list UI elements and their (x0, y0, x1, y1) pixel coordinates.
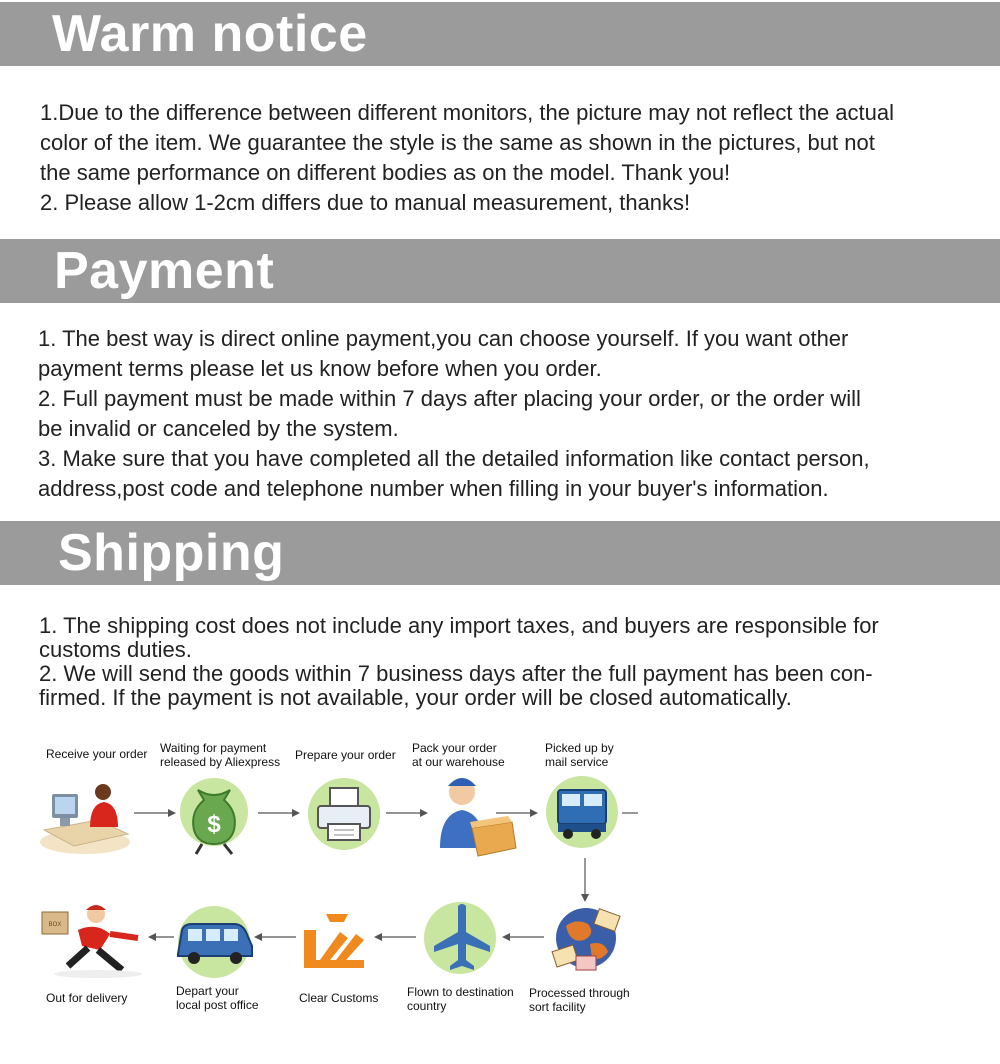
payment-text (38, 324, 988, 504)
warm-line-1: 1.Due to the difference between different monitors, the picture may not reflect the actual (40, 100, 895, 125)
arrow-left-icon (374, 932, 416, 942)
step-waiting-label: Waiting for payment released by Aliexpress (160, 741, 281, 769)
dash-line-icon (622, 808, 638, 818)
payment-line-6: address,post code and telephone number when filling in your buyer's information. (38, 476, 829, 501)
money-bag-icon (178, 770, 250, 855)
payment-line-4: be invalid or canceled by the system. (38, 416, 399, 441)
shipping-title: Shipping (58, 524, 285, 582)
customs-icon (296, 904, 376, 984)
delivery-runner-icon (38, 900, 148, 980)
airplane-icon (420, 898, 500, 978)
step-prepare-label: Prepare your order (295, 748, 396, 762)
computer-user-icon (38, 772, 133, 857)
globe-mail-icon (546, 900, 626, 980)
step-customs-label: Clear Customs (299, 991, 379, 1005)
van-icon (172, 902, 256, 982)
warm-line-3: the same performance on different bodies as on the model. Thank you! (40, 160, 731, 185)
step-pickup-label: Picked up by mail service (545, 741, 614, 769)
step-receive-label: Receive your order (46, 747, 148, 761)
shipping-line-1: 1. The shipping cost does not include any import taxes, and buyers are responsible for (39, 613, 879, 638)
shipping-line-4: firmed. If the payment is not available, your order will be closed automatically. (39, 685, 792, 710)
payment-line-1: 1. The best way is direct online payment,you can choose yourself. If you want other (38, 326, 849, 351)
warm-notice-title: Warm notice (52, 5, 368, 63)
arrow-left-icon (502, 932, 544, 942)
step-flown-label: Flown to destination country (407, 985, 514, 1013)
shipping-text (39, 614, 989, 710)
arrow-left-icon (254, 932, 296, 942)
arrow-right-icon (258, 808, 300, 818)
step-depart-label: Depart your local post office (176, 984, 259, 1012)
arrow-right-icon (134, 808, 176, 818)
svg-text:$: $ (207, 811, 221, 838)
shipping-line-2: customs duties. (39, 637, 192, 662)
shipping-line-3: 2. We will send the goods within 7 business days after the full payment has been con- (39, 661, 873, 686)
warm-notice-banner (0, 2, 1000, 66)
step-pack-label: Pack your order at our warehouse (412, 741, 505, 769)
step-out-delivery-label: Out for delivery (46, 991, 128, 1005)
shipping-banner (0, 521, 1000, 585)
step-sort-label: Processed through sort facility (529, 986, 630, 1014)
payment-line-2: payment terms please let us know before when you order. (38, 356, 602, 381)
arrow-down-icon (580, 858, 590, 902)
arrow-left-icon (148, 932, 174, 942)
payment-line-5: 3. Make sure that you have completed all the detailed information like contact person, (38, 446, 870, 471)
truck-icon (542, 772, 622, 852)
warm-line-2: color of the item. We guarantee the style is the same as shown in the pictures, but not (40, 130, 875, 155)
warm-notice-text (40, 98, 990, 218)
payment-title: Payment (54, 242, 275, 300)
printer-icon (304, 774, 384, 854)
arrow-right-icon (496, 808, 538, 818)
arrow-right-icon (386, 808, 428, 818)
payment-line-3: 2. Full payment must be made within 7 days after placing your order, or the order will (38, 386, 861, 411)
warm-line-4: 2. Please allow 1-2cm differs due to manual measurement, thanks! (40, 190, 691, 215)
svg-text:BOX: BOX (48, 922, 62, 928)
payment-banner (0, 239, 1000, 303)
